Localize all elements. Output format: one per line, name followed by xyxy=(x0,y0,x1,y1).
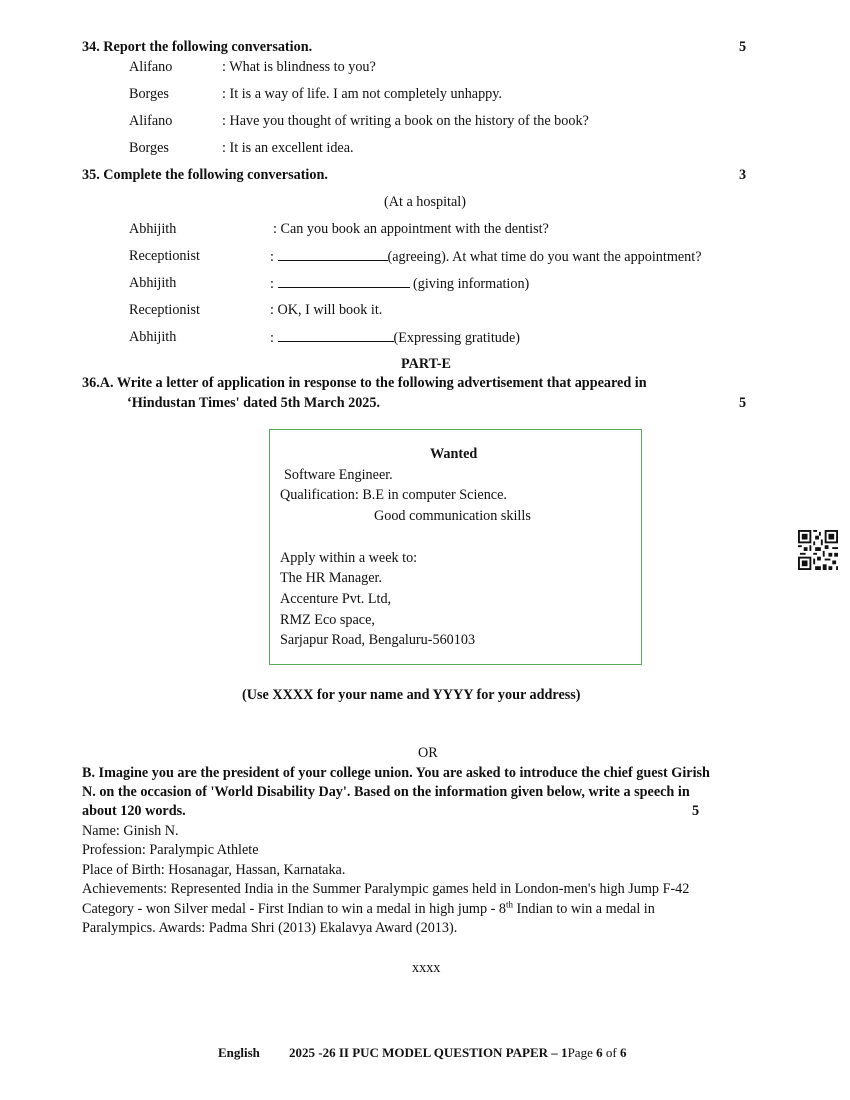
q34-text-3: : Have you thought of writing a book on the history of the book? xyxy=(222,113,589,129)
q36a-line-1: 36.A. Write a letter of application in response to the following advertisement that appeared in xyxy=(82,375,647,391)
ad-line-1: Software Engineer. xyxy=(284,467,393,483)
q36b-ach2b: Indian to win a medal in xyxy=(513,901,655,917)
q35-text-4: : OK, I will book it. xyxy=(270,302,383,318)
q34-speaker-4: Borges xyxy=(129,140,169,156)
ad-line-3: Good communication skills xyxy=(374,508,531,524)
ad-line-2: Qualification: B.E in computer Science. xyxy=(280,487,507,503)
ad-title: Wanted xyxy=(430,446,478,462)
q36a-marks: 5 xyxy=(739,395,747,411)
ad-line-7: RMZ Eco space, xyxy=(280,612,375,628)
ad-line-5: The HR Manager. xyxy=(280,570,383,586)
footer-page-number: 6 xyxy=(596,1045,603,1060)
q35-title: 35. Complete the following conversation. xyxy=(82,167,328,183)
q36b-line-3: about 120 words. xyxy=(82,803,186,819)
footer-paper xyxy=(289,1045,626,1061)
q36b-marks: 5 xyxy=(692,803,700,819)
q36b-achievements-3: Paralympics. Awards: Padma Shri (2013) Ekalavya Award (2013). xyxy=(82,920,458,936)
q36a-line-2: ‘Hindustan Times' dated 5th March 2025. xyxy=(127,395,381,411)
q35-setting: (At a hospital) xyxy=(384,194,466,210)
q35-line-3 xyxy=(270,275,529,293)
q36b-ach2-sup: th xyxy=(505,899,513,910)
answer-blank[interactable] xyxy=(278,329,394,342)
footer-of: of xyxy=(602,1045,620,1060)
q36b-line-1: B. Imagine you are the president of your college union. You are asked to introduce the chief guest Girish xyxy=(82,765,710,781)
q35-line-5 xyxy=(270,329,520,347)
q35-text-2: (agreeing). At what time do you want the appointment? xyxy=(387,249,702,265)
q36b-achievements-2 xyxy=(82,901,655,918)
q35-colon-3: : xyxy=(270,276,274,292)
q35-speaker-3: Abhijith xyxy=(129,275,177,291)
q34-title: 34. Report the following conversation. xyxy=(82,39,313,55)
or-divider: OR xyxy=(418,745,438,761)
q34-speaker-2: Borges xyxy=(129,86,169,102)
q35-line-4 xyxy=(270,302,382,319)
q36b-profession: Profession: Paralympic Athlete xyxy=(82,842,259,858)
qr-code-icon xyxy=(798,530,838,570)
q35-text-5: (Expressing gratitude) xyxy=(393,330,520,346)
q35-text-3: (giving information) xyxy=(409,276,530,292)
answer-blank[interactable] xyxy=(278,275,410,288)
q35-marks: 3 xyxy=(739,167,747,183)
q36a-note: (Use XXXX for your name and YYYY for your address) xyxy=(242,687,581,703)
ad-line-6: Accenture Pvt. Ltd, xyxy=(280,591,392,607)
footer-page-label: Page xyxy=(567,1045,597,1060)
q36b-achievements-1: Achievements: Represented India in the Summer Paralympic games held in London-men's high Jump F-42 xyxy=(82,881,690,897)
end-mark: xxxx xyxy=(412,960,441,976)
q34-marks: 5 xyxy=(739,39,747,55)
q36b-name: Name: Ginish N. xyxy=(82,823,179,839)
q35-line-1 xyxy=(273,221,549,238)
q35-line-2 xyxy=(270,248,702,266)
q34-speaker-1: Alifano xyxy=(129,59,173,75)
q36b-line-2: N. on the occasion of 'World Disability Day'. Based on the information given below, write a speech in xyxy=(82,784,690,800)
advertisement-box xyxy=(269,429,642,665)
q34-text-2: : It is a way of life. I am not completely unhappy. xyxy=(222,86,502,102)
q36b-ach2a: Category - won Silver medal - First Indian to win a medal in high jump - 8 xyxy=(82,901,506,917)
ad-line-4: Apply within a week to: xyxy=(280,550,418,566)
answer-blank[interactable] xyxy=(278,248,388,261)
q34-text-4: : It is an excellent idea. xyxy=(222,140,354,156)
q35-speaker-1: Abhijith xyxy=(129,221,177,237)
footer-subject: English xyxy=(218,1045,260,1060)
q35-text-1: : Can you book an appointment with the dentist? xyxy=(273,221,549,237)
q35-speaker-2: Receptionist xyxy=(129,248,200,264)
q35-colon-5: : xyxy=(270,330,274,346)
q35-speaker-5: Abhijith xyxy=(129,329,177,345)
q34-speaker-3: Alifano xyxy=(129,113,173,129)
footer-paper-title: 2025 -26 II PUC MODEL QUESTION PAPER – 1 xyxy=(289,1045,568,1060)
q34-text-1: : What is blindness to you? xyxy=(222,59,376,75)
q35-speaker-4: Receptionist xyxy=(129,302,200,318)
q35-colon-2: : xyxy=(270,249,274,265)
part-e-heading: PART-E xyxy=(401,356,451,372)
footer-page-total: 6 xyxy=(619,1045,627,1060)
q36b-birth: Place of Birth: Hosanagar, Hassan, Karnataka. xyxy=(82,862,346,878)
ad-line-8: Sarjapur Road, Bengaluru-560103 xyxy=(280,632,476,648)
